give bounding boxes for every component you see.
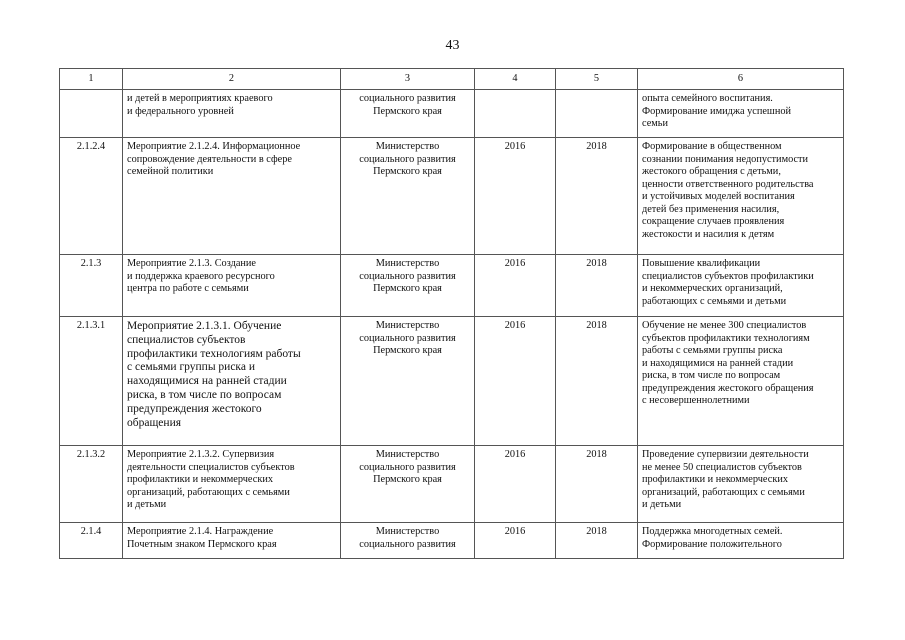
executor — [341, 138, 475, 255]
column-header: 3 — [341, 69, 475, 90]
text-line: предупреждения жестокого обращения — [642, 382, 814, 394]
text-line: центра по работе с семьями — [127, 283, 249, 295]
activity-name — [123, 90, 341, 138]
text-line: Министерство — [375, 141, 440, 152]
executor — [341, 317, 475, 446]
start-year: 2016 — [475, 317, 556, 446]
text-line: опыта семейного воспитания. — [642, 93, 773, 104]
text-line: Министерство — [375, 258, 440, 269]
text-line: находящимися на ранней стадии — [127, 375, 287, 388]
column-header: 5 — [556, 69, 638, 90]
text-line: Министерство — [375, 320, 440, 331]
activity-name — [123, 446, 341, 523]
text-line: Проведение супервизии деятельности — [642, 449, 809, 460]
activity-number: 2.1.3 — [60, 255, 123, 317]
start-year: 2016 — [475, 138, 556, 255]
activity-name — [123, 317, 341, 446]
end-year: 2018 — [556, 446, 638, 523]
text-line: и детьми — [642, 499, 682, 511]
start-year: 2016 — [475, 446, 556, 523]
text-line: организаций, работающих с семьями — [642, 486, 805, 498]
end-year: 2018 — [556, 317, 638, 446]
text-line: организаций, работающих с семьями — [127, 486, 290, 498]
end-year: 2018 — [556, 255, 638, 317]
text-line: семейной политики — [127, 166, 214, 178]
expected-result — [638, 523, 844, 559]
text-line: профилактики технологиям работы — [127, 347, 301, 360]
text-line: социального развития — [359, 461, 456, 473]
text-line: Формирование имиджа успешной — [642, 105, 791, 117]
start-year: 2016 — [475, 523, 556, 559]
text-line: детей без применения насилия, — [642, 203, 780, 215]
activity-name — [123, 138, 341, 255]
text-line: Почетным знаком Пермского края — [127, 538, 277, 550]
text-line: специалистов субъектов профилактики — [642, 270, 814, 282]
table-row — [60, 90, 844, 138]
executor — [341, 255, 475, 317]
text-line: предупреждения жестокого — [127, 402, 262, 415]
text-line: Пермского края — [373, 166, 442, 178]
column-header: 4 — [475, 69, 556, 90]
executor — [341, 523, 475, 559]
activities-table — [59, 68, 844, 559]
text-line: сопровождение деятельности в сфере — [127, 153, 292, 165]
text-line: Поддержка многодетных семей. — [642, 526, 783, 537]
page-number: 43 — [445, 38, 460, 53]
expected-result — [638, 317, 844, 446]
text-line: с семьями группы риска и — [127, 361, 255, 374]
start-year: 2016 — [475, 255, 556, 317]
text-line: социального развития — [359, 270, 456, 282]
text-line: ценности ответственного родительства — [642, 178, 814, 190]
activity-name — [123, 255, 341, 317]
text-line: работающих с семьями и детьми — [642, 295, 787, 307]
executor — [341, 446, 475, 523]
text-line: Мероприятие 2.1.3.1. Обучение — [127, 320, 282, 332]
text-line: Пермского края — [373, 105, 442, 117]
expected-result — [638, 446, 844, 523]
text-line: семьи — [642, 118, 668, 130]
text-line: социального развития — [359, 332, 456, 344]
text-line: обращения — [127, 416, 182, 429]
text-line: профилактики и некоммерческих — [127, 474, 273, 486]
activity-number: 2.1.3.1 — [60, 317, 123, 446]
start-year — [475, 90, 556, 138]
column-header: 2 — [123, 69, 341, 90]
text-line: субъектов профилактики технологиям — [642, 332, 810, 344]
text-line: Пермского края — [373, 283, 442, 295]
expected-result — [638, 255, 844, 317]
table-row — [60, 446, 844, 523]
text-line: Мероприятие 2.1.2.4. Информационное — [127, 141, 301, 152]
text-line: и устойчивых моделей воспитания — [642, 191, 795, 203]
text-line: Формирование положительного — [642, 538, 782, 550]
text-line: деятельности специалистов субъектов — [127, 461, 295, 473]
end-year: 2018 — [556, 138, 638, 255]
expected-result — [638, 90, 844, 138]
text-line: жестокого обращения с детьми, — [642, 166, 781, 178]
text-line: Мероприятие 2.1.3.2. Супервизия — [127, 449, 275, 460]
text-line: социального развития — [359, 153, 456, 165]
text-line: жестокости и насилия к детям — [642, 228, 775, 240]
activity-number: 2.1.3.2 — [60, 446, 123, 523]
table-row — [60, 255, 844, 317]
text-line: риска, в том числе по вопросам — [127, 388, 282, 401]
executor — [341, 90, 475, 138]
text-line: и детей в мероприятиях краевого — [127, 93, 273, 104]
column-header: 6 — [638, 69, 844, 90]
text-line: не менее 50 специалистов субъектов — [642, 461, 802, 473]
end-year — [556, 90, 638, 138]
text-line: сознании понимания недопустимости — [642, 153, 809, 165]
text-line: и поддержка краевого ресурсного — [127, 270, 275, 282]
expected-result — [638, 138, 844, 255]
activity-number: 2.1.4 — [60, 523, 123, 559]
text-line: Министерство — [375, 449, 440, 460]
text-line: Повышение квалификации — [642, 258, 761, 269]
text-line: с несовершеннолетними — [642, 395, 750, 407]
text-line: риска, в том числе по вопросам — [642, 370, 781, 382]
activity-number — [60, 90, 123, 138]
text-line: социального развития — [359, 538, 456, 550]
activity-number: 2.1.2.4 — [60, 138, 123, 255]
text-line: социального развития — [359, 93, 456, 104]
text-line: Мероприятие 2.1.4. Награждение — [127, 526, 274, 537]
text-line: Пермского края — [373, 345, 442, 357]
table-header-row — [60, 69, 844, 90]
column-header: 1 — [60, 69, 123, 90]
text-line: профилактики и некоммерческих — [642, 474, 788, 486]
table-row — [60, 138, 844, 255]
end-year: 2018 — [556, 523, 638, 559]
text-line: специалистов субъектов — [127, 333, 246, 346]
text-line: Формирование в общественном — [642, 141, 782, 152]
activity-name — [123, 523, 341, 559]
text-line: и находящимися на ранней стадии — [642, 357, 794, 369]
text-line: и федерального уровней — [127, 105, 234, 117]
text-line: Обучение не менее 300 специалистов — [642, 320, 807, 331]
text-line: и детьми — [127, 499, 167, 511]
table-row — [60, 317, 844, 446]
text-line: Мероприятие 2.1.3. Создание — [127, 258, 256, 269]
text-line: и некоммерческих организаций, — [642, 283, 783, 295]
text-line: работы с семьями группы риска — [642, 345, 783, 357]
text-line: сокращение случаев проявления — [642, 216, 785, 228]
text-line: Пермского края — [373, 474, 442, 486]
text-line: Министерство — [375, 526, 440, 537]
table-row — [60, 523, 844, 559]
